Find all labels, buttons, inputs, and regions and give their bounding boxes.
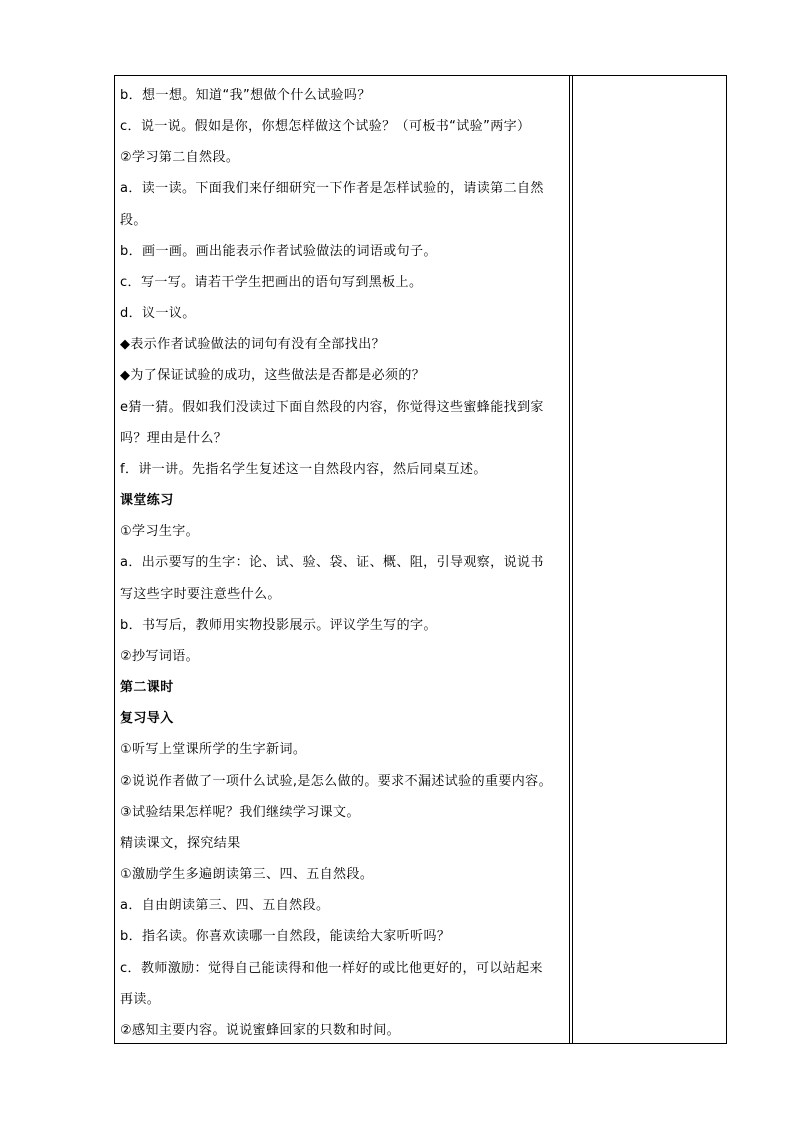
section-heading: 课堂练习 xyxy=(120,493,174,508)
lesson-line: b．书写后，教师用实物投影展示。评议学生写的字。 xyxy=(120,618,437,633)
lesson-table xyxy=(114,75,727,1044)
lesson-line: ①学习生字。 xyxy=(120,524,200,539)
lesson-line: ③试验结果怎样呢？我们继续学习课文。 xyxy=(120,805,360,820)
lesson-line: c．说一说。假如是你，你想怎样做这个试验？（可板书“试验”两字） xyxy=(120,119,531,134)
lesson-line: f．讲一讲。先指名学生复述这一自然段内容，然后同桌互述。 xyxy=(120,462,487,477)
lesson-line: ②感知主要内容。说说蜜蜂回家的只数和时间。 xyxy=(120,1023,401,1038)
lesson-line: ◆为了保证试验的成功，这些做法是否都是必须的？ xyxy=(120,368,426,383)
lesson-line: 段。 xyxy=(120,213,147,228)
lesson-line: ①激励学生多遍朗读第三、四、五自然段。 xyxy=(120,867,374,882)
lesson-line: ②抄写词语。 xyxy=(120,649,200,664)
lesson-line: 再读。 xyxy=(120,992,161,1007)
lesson-line: 精读课文，探究结果 xyxy=(120,836,241,851)
lesson-line: 写这些字时要注意些什么。 xyxy=(120,587,281,602)
lesson-line: a．读一读。下面我们来仔细研究一下作者是怎样试验的，请读第二自然 xyxy=(120,181,544,196)
lesson-line: b．画一画。画出能表示作者试验做法的词语或句子。 xyxy=(120,244,437,259)
lesson-line: d．议一议。 xyxy=(120,306,196,321)
notes-column xyxy=(573,76,726,1043)
lesson-line: ◆表示作者试验做法的词句有没有全部找出？ xyxy=(120,337,385,352)
section-heading: 复习导入 xyxy=(120,711,174,726)
section-heading: 第二课时 xyxy=(120,680,174,695)
table-bottom-rule xyxy=(115,1043,726,1047)
lesson-line: ②学习第二自然段。 xyxy=(120,150,240,165)
lesson-line: ②说说作者做了一项什么试验,是怎么做的。要求不漏述试验的重要内容。 xyxy=(120,774,552,789)
lesson-line: ①听写上堂课所学的生字新词。 xyxy=(120,742,307,757)
lesson-line: 吗？理由是什么？ xyxy=(120,431,228,446)
lesson-line: b．想一想。知道“我”想做个什么试验吗？ xyxy=(120,88,371,103)
lesson-line: c．写一写。请若干学生把画出的语句写到黑板上。 xyxy=(120,275,423,290)
lesson-line: e猜一猜。假如我们没读过下面自然段的内容，你觉得这些蜜蜂能找到家 xyxy=(120,400,544,415)
lesson-line: b．指名读。你喜欢读哪一自然段，能读给大家听听吗？ xyxy=(120,929,451,944)
lesson-line: a．自由朗读第三、四、五自然段。 xyxy=(120,898,330,913)
lesson-line: a．出示要写的生字：论、试、验、袋、证、概、阻，引导观察，说说书 xyxy=(120,555,544,570)
lesson-line: c．教师激励：觉得自己能读得和他一样好的或比他更好的，可以站起来 xyxy=(120,961,543,976)
